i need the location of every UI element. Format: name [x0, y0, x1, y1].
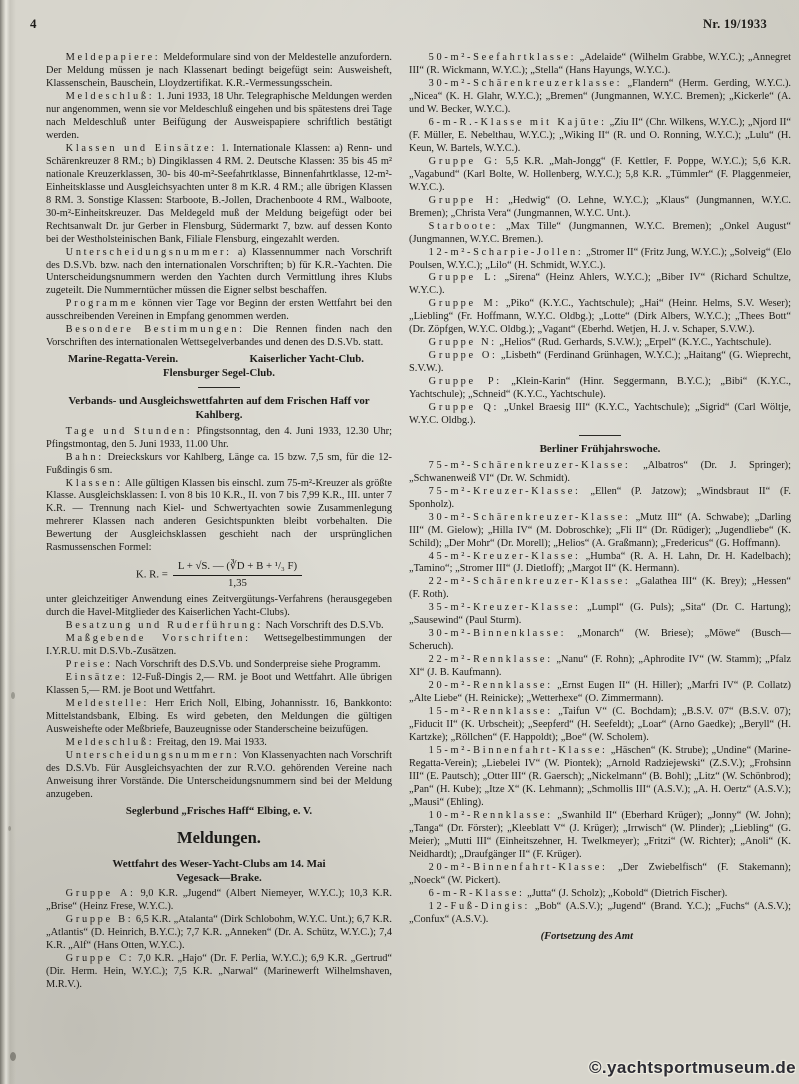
keyword: Gruppe M:: [428, 298, 501, 310]
paragraph-gruppe-a: [46, 888, 392, 914]
paragraph-preise: [46, 659, 392, 672]
paragraph-text: „Albatros“ (Dr. J. Springer); „Schwanenweiß VI“ (Dr. W. Schmidt).: [409, 459, 791, 484]
paragraph-besatzung: [46, 620, 392, 633]
keyword: Gruppe P:: [428, 376, 502, 388]
paragraph-text: „Galathea III“ (K. Brey); „Hessen“ (F. Roth).: [409, 576, 791, 601]
paragraph-text: „Ziu II“ (Chr. Wilkens, W.Y.C.); „Njord II“ (F. Müller, E. Nebelthau, W.Y.C.); „Wiking II“ (R. und O. Ronning, W.Y.C.); „Lulu“ (H. Keun, W. Bartels, W.Y.C.).: [409, 116, 791, 154]
keyword: 22-m²-Rennklasse:: [428, 654, 553, 666]
paragraph-text: „Ellen“ (P. Jatzow); „Windsbraut II“ (F. Sponholz).: [409, 485, 791, 510]
paragraph-text: „Adelaide“ (Wilhelm Grabbe, W.Y.C.); „Annegret III“ (R. Wickmann, W.Y.C.); „Stella“ (Hans Hayungs, W.Y.C.).: [409, 52, 791, 76]
club-name: Kaiserlicher Yacht-Club.: [249, 353, 364, 366]
formula-denominator: 1,35: [227, 576, 247, 589]
page-number: 4: [30, 16, 37, 31]
paragraph-text: „Lisbeth“ (Ferdinand Grünhagen, W.Y.C.); „Haitang“ (G. Wieprecht, S.V.W.).: [409, 350, 792, 375]
paragraph-meldepapiere: [46, 52, 392, 91]
paragraph-22-schaerenkreuzer: [409, 576, 791, 602]
keyword: 15-m²-Binnenfahrt-Klasse:: [428, 745, 608, 757]
keyword: 30-m²-Schärenkreuzer-Klasse:: [428, 511, 631, 523]
paragraph-text: „Humba“ (R. A. H. Lahn, Dr. H. Kadelbach); „Tamino“; „Stromer III“ (J. Dietloff); „Margot II“ (K. Hermann).: [409, 550, 791, 575]
keyword: Meldepapiere:: [65, 52, 161, 63]
keyword: 35-m²-Kreuzer-Klasse:: [428, 602, 581, 614]
paragraph-klassen-einsaetze: [46, 143, 392, 247]
section-heading-berliner-fruehjahrswoche: Berliner Frühjahrswoche.: [539, 443, 661, 456]
keyword: 12-m²-Scharpie-Jollen:: [428, 246, 584, 258]
paragraph-schaerenkreuzer-30: [409, 78, 791, 117]
paragraph-programme: [46, 298, 392, 324]
keyword: 75-m²-Schärenkreuzer-Klasse:: [428, 459, 631, 471]
kr-formula: [46, 560, 392, 590]
paragraph-text: „Unkel Braesig III“ (K.Y.C., Yachtschule); „Sigrid“ (Carl Wöltje, W.Y.C. Oldbg.).: [409, 402, 792, 427]
paragraph-text: „Nanu“ (F. Rohn); „Aphrodite IV“ (W. Stamm); „Pfalz XI“ (J. B. Kaufmann).: [409, 654, 791, 679]
paragraph-20-binnenfahrt: [409, 862, 791, 888]
section-heading-wettfahrt: Wettfahrt des Weser-Yacht-Clubs am 14. Mai: [112, 858, 326, 871]
scan-speck: [545, 446, 550, 449]
keyword: Gruppe H:: [428, 194, 502, 206]
paragraph-text: Nach Vorschrift des D.S.Vb. und Sonderpreise siehe Programm.: [115, 659, 381, 671]
paragraph-text: können vier Tage vor Beginn der ersten Wettfahrt bei den ausschreibenden Vereinen in Empfang genommen werden.: [46, 298, 392, 323]
paragraph-gruppe-q: [409, 402, 791, 428]
paragraph-text: 7,0 K.R. „Hajo“ (Dr. F. Perlia, W.Y.C.); 6,9 K.R. „Gertrud“ (Dir. Herm. Hein, W.Y.C.); 7,5 K.R. „Narwal“ (Marinewerft Wilhelmshaven, M.R.V.).: [46, 953, 393, 991]
keyword: Klassen und Einsätze:: [65, 142, 217, 154]
keyword: Gruppe L:: [428, 272, 499, 284]
keyword: Gruppe G:: [428, 155, 500, 167]
paragraph-text: 6,5 K.R. „Atalanta“ (Dirk Schlobohm, W.Y.C. Unt.); 6,7 K.R. „Atlantis“ (D. Heinrich, B.Y.C.); 7,7 K.R. „Anneken“ (Dr. A. Schütz, W.Y.C.); 7,4 K.R. „Alf“ (Hans Otten, W.Y.C.).: [46, 914, 392, 952]
paragraph-bahn: [46, 452, 392, 478]
issue-number: Nr. 19/1933: [703, 17, 767, 31]
paragraph-text: „Taifun V“ (C. Bochdam); „B.S.V. 07“ (B.S.V. 07); „Fiducit II“ (K. Urbscheit); „Seepferd“ (H. Seefeldt); „Loar“ (Arno Gaedke); „Beryll“ (H. Kartzke); „Röllchen“ (F. Happoldt); „Boe“ (W. Scholem).: [409, 706, 792, 744]
paragraph-text: 1. Juni 1933, 18 Uhr. Telegraphische Meldungen werden nur angenommen, wenn sie vor Meldeschluß eingehen und bis spätestens drei Tage nach Meldeschluß unter Beifügung der Ausweispapiere schriftlich bestätigt werden.: [46, 90, 392, 141]
paragraph-15-rennklasse: [409, 706, 791, 745]
keyword: 20-m²-Binnenfahrt-Klasse:: [428, 861, 608, 873]
section-heading-kahlberg: Verbands- und Ausgleichswettfahrten auf dem Frischen Haff vor Kahlberg.: [68, 395, 370, 421]
keyword: Klassen:: [65, 477, 123, 489]
keyword: 22-m²-Schärenkreuzer-Klasse:: [428, 576, 631, 588]
paragraph-text: „Hedwig“ (O. Lehne, W.Y.C.); „Klaus“ (Jungmannen, W.Y.C. Bremen); „Christa Vera“ (Jungmannen, W.Y.C. Unt.).: [409, 194, 791, 219]
paragraph-text: 12-Fuß-Dingis 2,— RM. je Boot und Wettfahrt. Alle übrigen Klassen 5,— RM. je Boot und Wettfahrt.: [46, 672, 392, 697]
paragraph-text: Dreieckskurs vor Kahlberg, Länge ca. 15 bzw. 7,5 sm, für die 12-Fußdingis 6 sm.: [46, 451, 392, 476]
paragraph-text: „Bob“ (A.S.V.); „Jugend“ (Brand. Y.C.); „Fuchs“ (A.S.V.); „Confux“ (A.S.V.).: [409, 900, 792, 925]
paragraph-gruppe-m: [409, 298, 791, 337]
paragraph-gruppe-g: [409, 156, 791, 195]
yachtsportmuseum-watermark: ©.yachtsportmuseum.de: [588, 1058, 796, 1077]
scan-edge-shadow: [0, 0, 16, 1084]
keyword: 10-m²-Rennklasse:: [428, 809, 553, 821]
keyword: Tage und Stunden:: [65, 425, 193, 437]
club-name: Flensburger Segel-Club.: [163, 366, 275, 379]
keyword: Besatzung und Ruderführung:: [65, 620, 263, 632]
paragraph-text: „Helios“ (Rud. Gerhards, S.V.W.); „Erpel“ (K.Y.C., Yachtschule).: [499, 337, 772, 349]
paragraph-text: Freitag, den 19. Mai 1933.: [156, 737, 267, 749]
paragraph-35-kreuzer: [409, 602, 791, 628]
paragraph-text: „Monarch“ (W. Briese); „Möwe“ (Busch—Scheruch).: [409, 628, 791, 653]
paragraph-30-binnenklasse: [409, 628, 791, 654]
paragraph-gruppe-l: [409, 272, 791, 298]
keyword: Gruppe C:: [65, 953, 135, 965]
paragraph-text: „Jutta“ (J. Scholz); „Kobold“ (Dietrich Fischer).: [527, 887, 728, 899]
keyword: Programme: [65, 298, 139, 310]
keyword: Gruppe O:: [428, 350, 498, 362]
paragraph-gruppe-h: [409, 195, 791, 221]
paragraph-text: „Sirena“ (Heinz Ahlers, W.Y.C.); „Biber IV“ (Richard Schultze, W.Y.C.).: [409, 272, 791, 297]
keyword: Preise:: [65, 659, 113, 671]
keyword: Gruppe N:: [428, 337, 497, 349]
club-names-row: [46, 353, 392, 367]
paragraph-klassen: [46, 478, 392, 556]
paragraph-scharpie-jollen: [409, 247, 791, 273]
paragraph-text: Pfingstsonntag, den 4. Juni 1933, 12.30 Uhr; Pfingstmontag, den 5. Juni 1933, 11.00 Uhr.: [46, 425, 392, 450]
keyword: 20-m²-Rennklasse:: [428, 680, 553, 692]
paragraph-unterscheidungsnummer: [46, 247, 392, 299]
paragraph-starboote: [409, 221, 791, 247]
right-column: [409, 52, 791, 992]
paragraph-meldeschluss: [46, 91, 392, 143]
paragraph-text: „Klein-Karin“ (Hinr. Seggermann, B.Y.C.); „Bibi“ (K.Y.C., Yachtschule); „Schneid“ (K.Y.C., Yachtschule).: [409, 376, 791, 401]
paragraph-20-rennklasse: [409, 680, 791, 706]
paragraph-text: 9,0 K.R. „Jugend“ (Albert Niemeyer, W.Y.C.); 10,3 K.R. „Brise“ (Heinz Frese, W.Y.C.).: [46, 888, 392, 913]
paragraph-gruppe-c: [46, 953, 392, 992]
paragraph-zeitverguetung: [46, 594, 392, 620]
paragraph-text: Von Klassenyachten nach Vorschrift des D.S.Vb. Für Ausgleichsyachten der zur R.V.O. gehörenden Vereine nach Anweisung ihrer Vorstände. Die Unterscheidungsnummern sind bei der Meldung anzugeben.: [46, 750, 392, 800]
keyword: 15-m²-Rennklasse:: [428, 706, 553, 718]
keyword: 45-m²-Kreuzer-Klasse:: [428, 550, 581, 562]
keyword: Gruppe Q:: [428, 402, 500, 414]
paragraph-meldeschluss-2: [46, 737, 392, 750]
keyword: 75-m²-Kreuzer-Klasse:: [428, 485, 581, 497]
paragraph-22-rennklasse: [409, 654, 791, 680]
paragraph-30-schaerenkreuzer: [409, 512, 791, 551]
paragraph-vorschriften: [46, 633, 392, 659]
paragraph-6mr: [409, 888, 791, 901]
keyword: 50-m²-Seefahrtklasse:: [428, 52, 577, 63]
keyword: 6-m-R-Klasse:: [428, 887, 525, 899]
keyword: Meldestelle:: [65, 698, 150, 710]
paragraph-text: unter gleichzeitiger Anwendung eines Zeitvergütungs-Verfahrens (herausgegeben durch die Havel-Mitglieder des Kaiserlichen Yacht-Clubs).: [46, 594, 392, 619]
paragraph-text: „Häschen“ (K. Strube); „Undine“ (Marine-Regatta-Verein); „Liebelei IV“ (W. Piontek); „Arnold Radziejewski“ (Z.S.V.); „Frohsinn III“ (E. Pautsch); „Otter III“ (R. Gaersch); „Nickelmann“ (B. Bohl); „Litz“ (W. Schönbrod); „Pan“ (H. Kube); „Itze X“ (K. Lehmann); „Schmollis III“ (A.S.V.); „A. H. Oertz“ (A.S.V.); „Mausi“ (Ehling).: [409, 745, 791, 808]
section-subheading-vegesack-brake: Vegesack—Brake.: [176, 872, 262, 885]
keyword: Besondere Bestimmungen:: [65, 324, 245, 336]
keyword: Bahn:: [65, 451, 104, 463]
keyword: 12-Fuß-Dingis:: [428, 900, 531, 912]
paragraph-text: „Piko“ (K.Y.C., Yachtschule); „Hai“ (Heinr. Helms, S.V. Weser); „Liebling“ (Fr. Hoffmann, W.Y.C. Oldbg.); „Lotte“ (Dirk Albers, W.Y.C.); „Thees Bott“ (Dr. Zöpfgen, W.Y.C. Oldbg.); „Vagant“ (Eberhd. Wetjen, H. J. v. Schaper, S.V.W.).: [409, 298, 791, 336]
paragraph-text: a) Klassennummer nach Vorschrift des D.S.Vb. bzw. nach den internationalen Vorschriften; b) für K.R.-Yachten. Die Unterscheidungsnummern werden den Yachten durch Vermittlung ihres Klubs zugeteilt. Die Nummerntücher müssen die Eigner selbst beschaffen.: [46, 246, 392, 297]
keyword: Meldeschluß:: [65, 737, 155, 749]
keyword: 30-m²-Binnenklasse:: [428, 628, 567, 640]
paragraph-text: Nach Vorschrift des D.S.Vb.: [265, 620, 384, 632]
paragraph-meldestelle: [46, 698, 392, 737]
paragraph-10-rennklasse: [409, 810, 791, 862]
continuation-note: (Fortsetzung des Amt: [540, 930, 633, 942]
paragraph-text: „Swanhild II“ (Eberhard Krüger); „Jonny“ (W. John); „Tanga“ (Dr. Förster); „Kleeblatt V“ (J. Krüger); „Irrwisch“ (W. Plinder); „Liebling“ (G. Meier); „Mutti III“ (Einheitszehner, H. Twelkmeyer); „Fritzi“ (W. Richter); „Anoli“ (K. Neidhardt); „Draufgänger II“ (F. Krüger).: [409, 809, 791, 860]
keyword: Einsätze:: [65, 672, 128, 684]
keyword: Unterscheidungsnummer:: [65, 246, 232, 258]
formula-fraction: [173, 560, 302, 590]
paragraph-einsaetze: [46, 672, 392, 698]
paragraph-gruppe-o: [409, 350, 791, 376]
signature-seglerbund: Seglerbund „Frisches Haff“ Elbing, e. V.: [125, 804, 313, 817]
paragraph-text: „Flandern“ (Herm. Gerding, W.Y.C.). „Nicea“ (K. H. Glahr, W.Y.C.); „Bremen“ (Jungmannen, W.Y.C. Bremen); „Kickerle“ (A. und W. Becker, W.Y.C.).: [409, 77, 791, 115]
section-heading-meldungen: Meldungen.: [177, 828, 261, 848]
keyword: Gruppe A:: [65, 888, 136, 900]
formula-lhs: K. R. =: [135, 568, 168, 581]
paragraph-text: Die Rennen finden nach den Vorschriften des internationalen Wettsegelverbandes und denen des D.S.Vb. statt.: [46, 324, 393, 349]
paragraph-unterscheidungsnummern-2: [46, 750, 392, 802]
paragraph-text: 5,5 K.R. „Mah-Jongg“ (F. Kettler, F. Poppe, W.Y.C.); 5,6 K.R. „Vagabund“ (Karl Bolte, W. Hollenberg, W.Y.C.); 5,8 K.R. „Tümmler“ (F. Plaggenmeier, W.Y.C.).: [409, 155, 791, 193]
keyword: Unterscheidungsnummern:: [65, 750, 240, 762]
formula-numerator: L + √S. — (∛D + B + ¹/₃ F): [173, 560, 302, 576]
paragraph-75-kreuzer: [409, 486, 791, 512]
keyword: 6-m-R.-Klasse mit Kajüte:: [428, 116, 607, 128]
paragraph-besondere-bestimmungen: [46, 324, 392, 350]
section-divider: [198, 387, 240, 388]
paragraph-75-schaerenkreuzer: [409, 460, 791, 486]
club-name: Marine-Regatta-Verein.: [68, 353, 179, 366]
paragraph-text: Meldeformulare sind von der Meldestelle anzufordern. Der Meldung müssen je nach Klassenart bedingt beigefügt sein: Ausweisheft, Klassenschein, Bauschein, Lloydzertifikat. K.R.-Vermessungsschein.: [46, 52, 393, 89]
paragraph-text: 1. Internationale Klassen: a) Renn- und Schärenkreuzer 8 RM.; b) Dingiklassen 4 RM. 2. Deutsche Klassen: 35 bis 45 m² nationale Kreuzerklassen, 30- bis 40-m²-Seefahrtklasse, Binnenfahrtklasse, 12-m²-Einheitsklasse und Ausgleichsyachten unter 8 m K.R. 4 RM.; alle übrigen Klassen 8 RM. 3. Sonstige Klassen: Starboote, B.-Jollen, Drachenboote 4 RM., Walboote, 30-m²-Einheitskreuzer. Das Meldegeld muß der Meldung beigefügt oder bei Rechtsanwalt Dr. jur Gerber in Flensburg, Südermarkt 7, bzw. auf dessen Konto bei der Westholsteinischen Bank, Filiale Flensburg, eingezahlt werden.: [46, 142, 392, 245]
page-header: [0, 0, 799, 32]
keyword: 30-m²-Schärenkreuzerklasse:: [428, 77, 623, 89]
paragraph-45-kreuzer: [409, 551, 791, 577]
paragraph-12-fuss-dingis: [409, 901, 791, 927]
paragraph-text: „Max Tille“ (Jungmannen, W.Y.C. Bremen); „Onkel August“ (Jungmannen, W.Y.C. Bremen.).: [409, 220, 791, 245]
keyword: Meldeschluß:: [65, 90, 155, 102]
paragraph-text: Alle gültigen Klassen bis einschl. zum 75-m²-Kreuzer als größte Klasse. Ausgleichsklassen: I. von 8 bis 10 K.R., II. von 7 bis 7,99 K.R., III. unter 7 K.R. — Trennung nach Kiel- und Schwertyachten sowie Zusammenlegung mehrerer Klassen nach anderen Gesichtspunkten bleibt vorbehalten. Die Bewertung der Ausgleichsklassen geschieht nach der ursprünglichen Rasmussenschen Formel:: [46, 477, 392, 554]
paragraph-text: Herr Erich Noll, Elbing, Johannisstr. 16, Bankkonto: Mittelstandsbank, Elbing. Es wird gebeten, den Meldungen die gültigen Ausweishefte oder Meßbriefe, Bauzeugnisse oder Standerscheine beizufügen.: [46, 698, 392, 736]
keyword: Maßgebende Vorschriften:: [65, 633, 251, 645]
keyword: Starboote:: [428, 220, 499, 232]
paragraph-6mr-kajuete: [409, 117, 791, 156]
paragraph-gruppe-n: [409, 337, 791, 350]
paragraph-seefahrtklasse-50: [409, 52, 791, 78]
paragraph-gruppe-b: [46, 914, 392, 953]
paragraph-text: „Mutz III“ (A. Schwabe); „Darling III“ (M. Gielow); „Hilla IV“ (M. Dobroschke); „Fli II“ (Dr. Rüdiger); „Jugendliebe“ (K. Schild); „Der Mohr“ (Dr. Morell); „Helios“ (A. Graßmann); „Fredericus“ (G. Hoffmann).: [409, 511, 791, 549]
paragraph-text: „Lumpl“ (G. Puls); „Sita“ (Dr. C. Hartung); „Sausewind“ (Paul Sturm).: [409, 602, 791, 627]
section-divider: [579, 435, 621, 436]
paragraph-text: „Der Zwiebelfisch“ (F. Stakemann); „Noeck“ (W. Pickert).: [409, 861, 791, 886]
left-column: [46, 52, 392, 992]
keyword: Gruppe B:: [65, 914, 134, 926]
paragraph-text: „Ernst Eugen II“ (H. Hiller); „Marfri IV“ (P. Collatz) „Alte Liebe“ (H. Reinicke); „Wetterhexe“ (O. Zimmermann).: [409, 680, 791, 705]
paragraph-text: „Stromer II“ (Fritz Jung, W.Y.C.); „Solveig“ (Elo Poulsen, W.Y.C.); „Lilo“ (H. Schmidt, W.Y.C.).: [409, 246, 791, 271]
paragraph-text: Wettsegelbestimmungen der I.Y.R.U. mit D.S.Vb.-Zusätzen.: [46, 633, 392, 658]
paragraph-gruppe-p: [409, 376, 791, 402]
page-body: [0, 32, 799, 992]
paragraph-15-binnenfahrt: [409, 745, 791, 810]
paragraph-tage-stunden: [46, 426, 392, 452]
